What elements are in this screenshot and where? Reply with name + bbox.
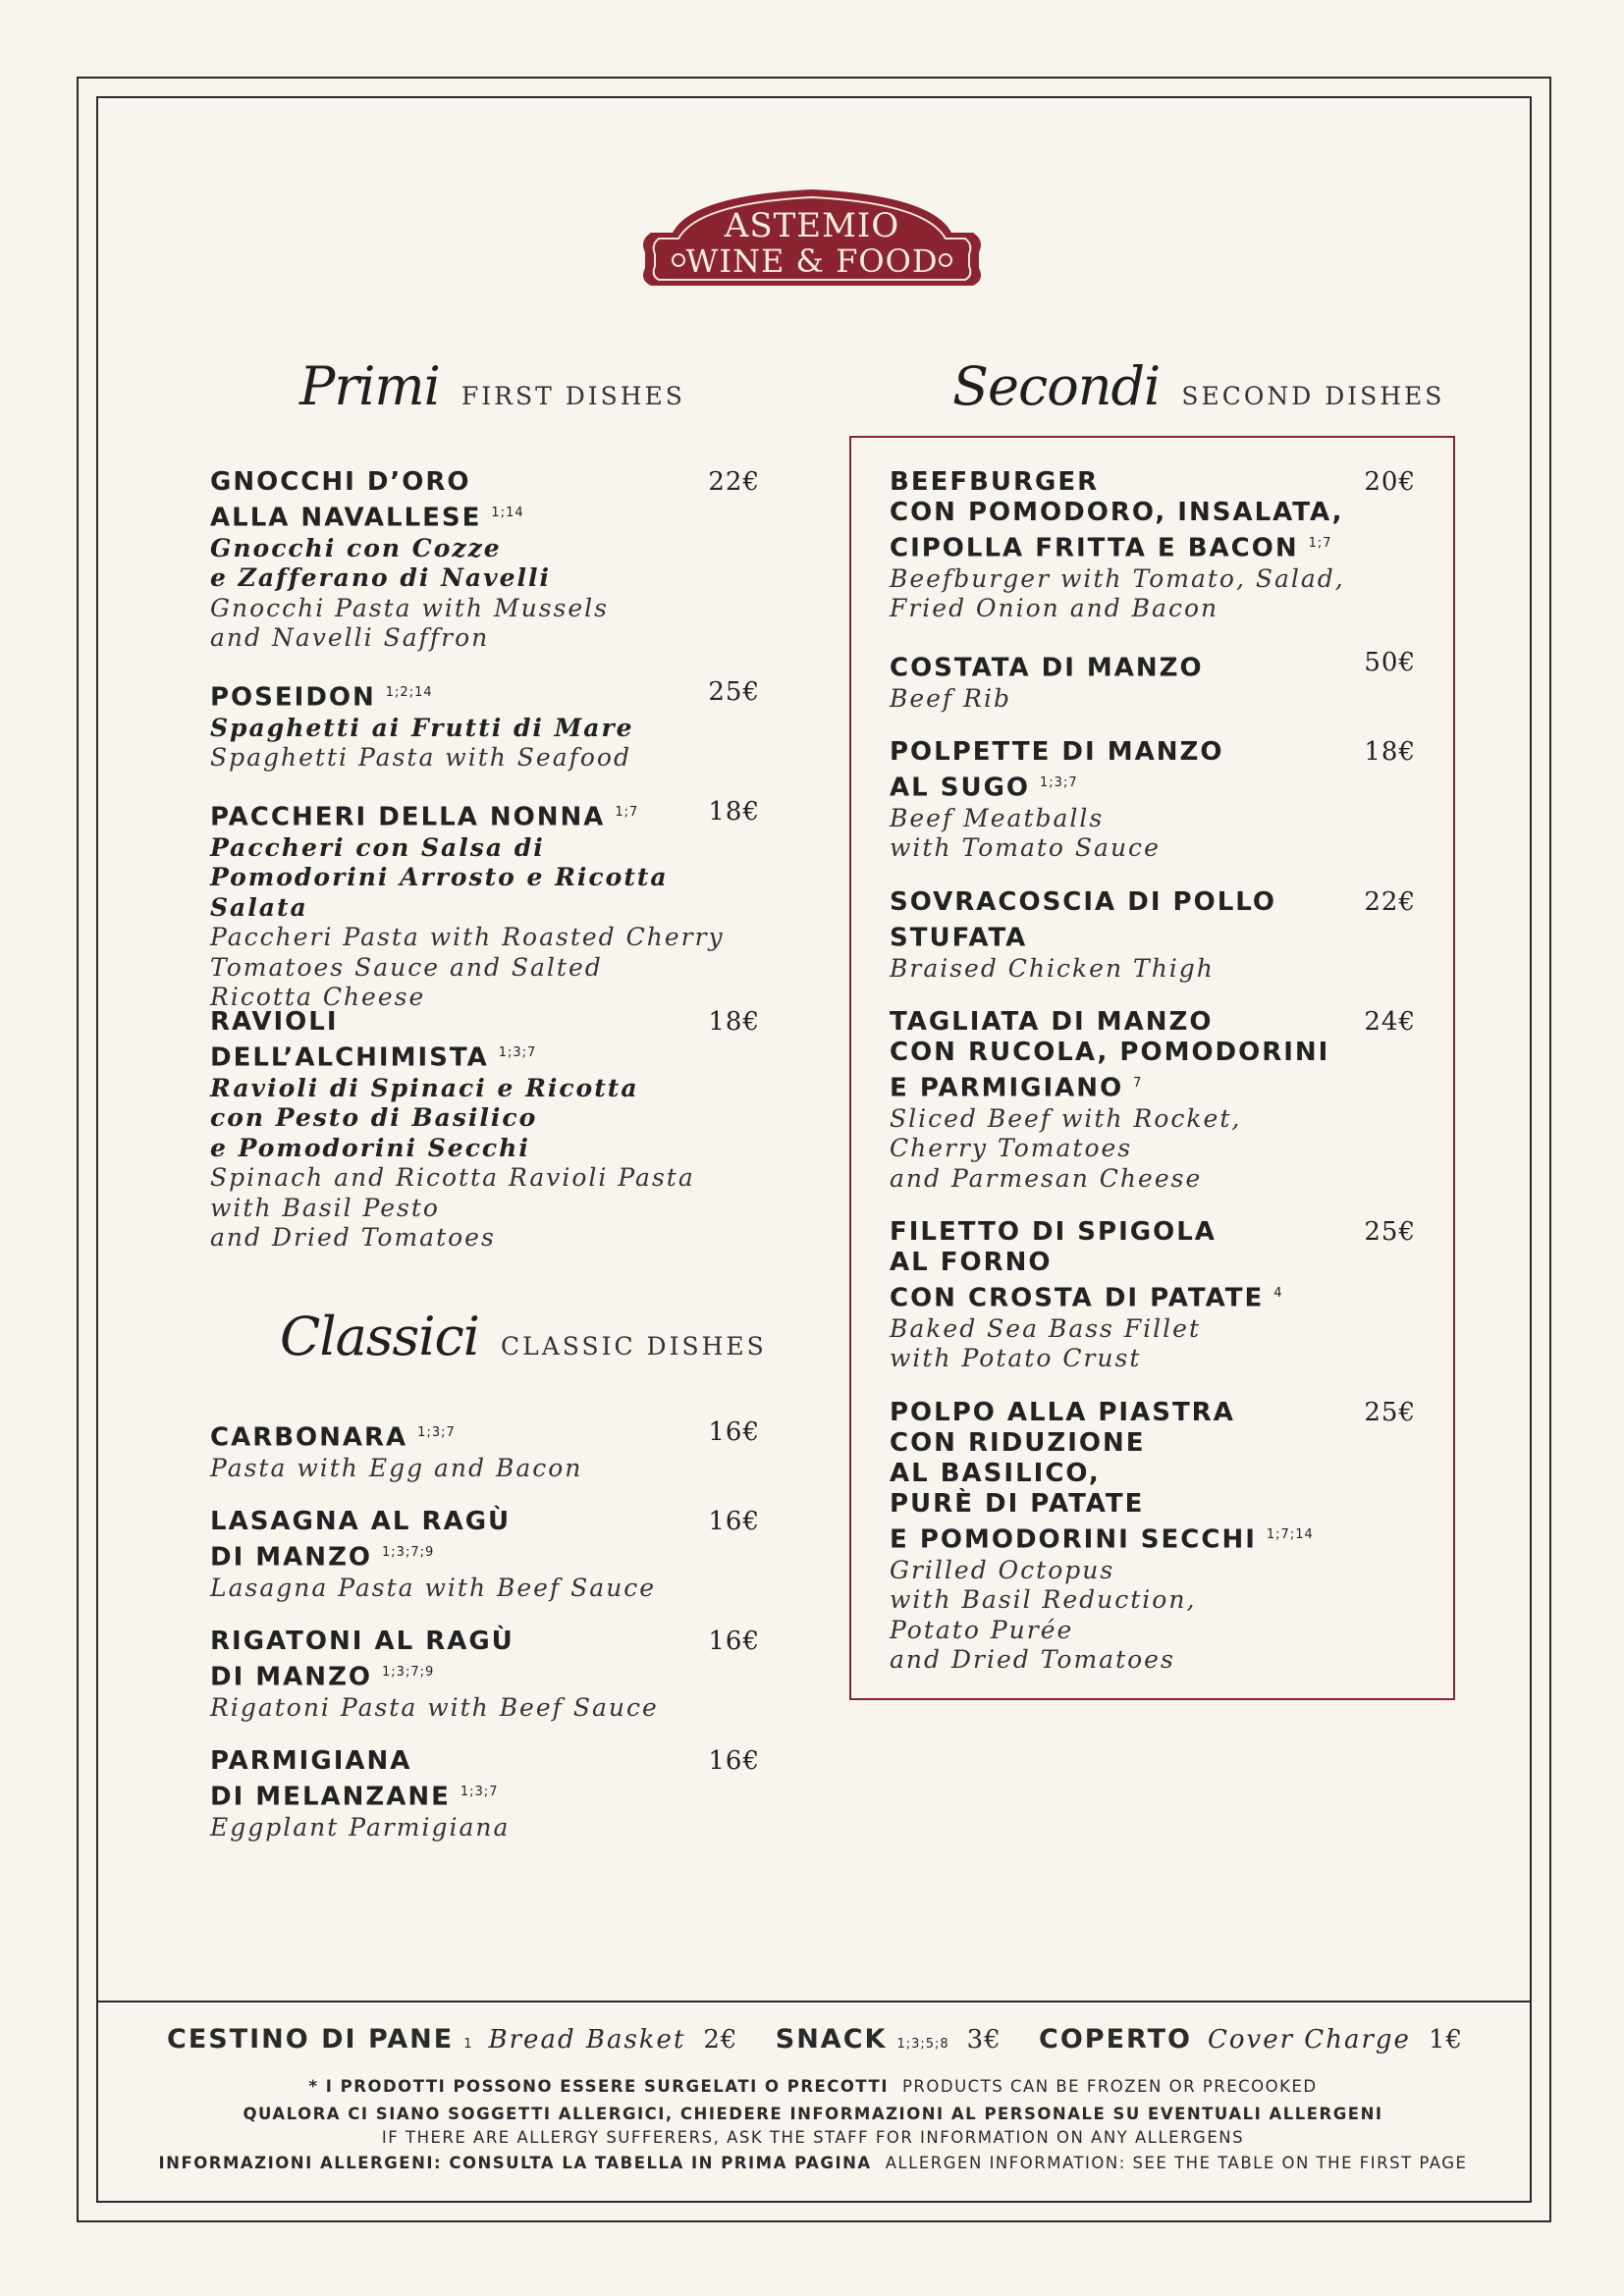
snack-label: SNACK (775, 2024, 888, 2055)
item-allergens: 7 (1133, 1076, 1143, 1091)
logo-badge-icon (633, 182, 991, 292)
menu-item (890, 1398, 1416, 1676)
note-frozen: * I PRODOTTI POSSONO ESSERE SURGELATI O PRECOTTI PRODUCTS CAN BE FROZEN OR PRECOOKED (308, 2077, 1318, 2096)
item-allergens: 1;3;7;9 (382, 1545, 435, 1560)
item-name: GNOCCHI D’ORO ALLA NAVALLESE $^{1;14}$ (210, 467, 524, 533)
item-price: 18€ (708, 797, 760, 827)
item-name: PACCHERI DELLA NONNA $^{1;7}$ (210, 802, 639, 832)
secondi-title: Secondi (952, 355, 1161, 417)
menu-item (210, 467, 760, 654)
item-italian: Spaghetti ai Frutti di Mare (210, 713, 634, 742)
item-italian: Ravioli di Spinaci e Ricotta con Pesto di Basilico e Pomodorini Secchi (210, 1073, 639, 1162)
item-price: 18€ (1364, 737, 1416, 767)
item-price: 22€ (708, 467, 760, 497)
menu-item (210, 1007, 760, 1254)
classici-title: Classici (280, 1306, 479, 1367)
classici-heading (280, 1306, 767, 1367)
snack-allergens: 1;3;5;8 (896, 2037, 949, 2052)
item-english: Spaghetti Pasta with Seafood (210, 743, 631, 773)
item-name: FILETTO DI SPIGOLA AL FORNO CON CROSTA DI PATATE $^4$ (890, 1217, 1283, 1313)
note-allergen-table: INFORMAZIONI ALLERGENI: CONSULTA LA TABELLA IN PRIMA PAGINA ALLERGEN INFORMATION: SEE THE TABLE ON THE FIRST PAGE (158, 2154, 1468, 2172)
item-english: Braised Chicken Thigh (890, 953, 1215, 983)
item-allergens: 1;7 (615, 805, 639, 820)
item-name: CARBONARA $^{1;3;7}$ (210, 1422, 456, 1453)
menu-item (210, 797, 760, 1013)
item-price: 16€ (708, 1507, 760, 1536)
menu-item (210, 1507, 760, 1603)
bread-allergens: 1 (463, 2037, 473, 2052)
item-english: Rigatoni Pasta with Beef Sauce (210, 1692, 659, 1722)
item-price: 18€ (708, 1007, 760, 1037)
item-name: LASAGNA AL RAGÙ DI MANZO $^{1;3;7;9}$ (210, 1507, 512, 1573)
item-english: Lasagna Pasta with Beef Sauce (210, 1573, 657, 1602)
coperto-price: 1€ (1428, 2025, 1463, 2055)
menu-item (210, 1627, 760, 1723)
item-english: Pasta with Egg and Bacon (210, 1453, 583, 1482)
item-english: Spinach and Ricotta Ravioli Pasta with Basil Pesto and Dried Tomatoes (210, 1163, 695, 1253)
item-price: 22€ (1364, 887, 1416, 917)
note-allergy-en: IF THERE ARE ALLERGY SUFFERERS, ASK THE STAFF FOR INFORMATION ON ANY ALLERGENS (381, 2128, 1245, 2147)
logo-line2: WINE & FOOD (685, 242, 939, 280)
note-allergy-it: QUALORA CI SIANO SOGGETTI ALLERGICI, CHIEDERE INFORMAZIONI AL PERSONALE SU EVENTUALI ALLERGENI (243, 2105, 1383, 2123)
item-name: SOVRACOSCIA DI POLLO STUFATA (890, 887, 1277, 953)
footer-extras (167, 2024, 1463, 2055)
primi-title: Primi (299, 355, 440, 417)
primi-heading (299, 355, 685, 417)
bread-english: Bread Basket (488, 2025, 686, 2055)
menu-item (890, 1007, 1416, 1194)
coperto-label: COPERTO (1039, 2024, 1192, 2055)
item-price: 50€ (1364, 648, 1416, 677)
item-italian: Paccheri con Salsa di Pomodorini Arrosto e Ricotta Salata (210, 832, 669, 922)
item-allergens: 1;14 (491, 506, 524, 520)
item-price: 16€ (708, 1417, 760, 1447)
item-allergens: 1;3;7;9 (382, 1665, 435, 1680)
coperto-english: Cover Charge (1207, 2025, 1411, 2055)
item-price: 25€ (1364, 1398, 1416, 1427)
menu-item (210, 1417, 760, 1483)
secondi-subtitle: SECOND DISHES (1181, 382, 1445, 410)
primi-subtitle: FIRST DISHES (460, 382, 685, 410)
item-allergens: 1;3;7 (1040, 775, 1078, 790)
item-name: RIGATONI AL RAGÙ DI MANZO $^{1;3;7;9}$ (210, 1627, 514, 1692)
menu-item (890, 887, 1416, 984)
menu-item (890, 737, 1416, 864)
item-allergens: 1;3;7 (417, 1425, 456, 1440)
item-name: BEEFBURGER CON POMODORO, INSALATA, CIPOLLA FRITTA E BACON $^{1;7}$ (890, 467, 1344, 563)
item-price: 25€ (708, 677, 760, 707)
item-allergens: 1;3;7 (498, 1045, 537, 1060)
item-english: Sliced Beef with Rocket, Cherry Tomatoes and Parmesan Cheese (890, 1103, 1242, 1193)
menu-item (890, 1217, 1416, 1374)
secondi-heading (952, 355, 1444, 417)
item-english: Beef Rib (890, 683, 1011, 713)
item-name: POLPETTE DI MANZO AL SUGO $^{1;3;7}$ (890, 737, 1224, 803)
item-allergens: 4 (1273, 1286, 1283, 1301)
item-name: TAGLIATA DI MANZO CON RUCOLA, POMODORINI E PARMIGIANO $^7$ (890, 1007, 1330, 1103)
menu-item (890, 467, 1416, 624)
item-allergens: 1;2;14 (385, 685, 433, 700)
menu-item (890, 648, 1416, 714)
logo-line1: ASTEMIO (724, 206, 900, 245)
item-english: Beef Meatballs with Tomato Sauce (890, 803, 1161, 863)
item-name: COSTATA DI MANZO (890, 653, 1204, 683)
astemio-logo (633, 182, 991, 292)
item-english: Beefburger with Tomato, Salad, Fried Onion and Bacon (890, 563, 1345, 623)
item-english: Grilled Octopus with Basil Reduction, Potato Purée and Dried Tomatoes (890, 1555, 1197, 1675)
item-price: 20€ (1364, 467, 1416, 497)
item-english: Eggplant Parmigiana (210, 1812, 511, 1842)
bread-price: 2€ (703, 2025, 738, 2055)
item-name: RAVIOLI DELL’ALCHIMISTA $^{1;3;7}$ (210, 1007, 537, 1073)
item-allergens: 1;7;14 (1266, 1527, 1314, 1542)
footer-divider (96, 2001, 1530, 2002)
item-allergens: 1;3;7 (460, 1785, 499, 1799)
item-name: PARMIGIANA DI MELANZANE $^{1;3;7}$ (210, 1746, 499, 1812)
item-english: Baked Sea Bass Fillet with Potato Crust (890, 1313, 1201, 1373)
menu-item (210, 1746, 760, 1842)
item-price: 24€ (1364, 1007, 1416, 1037)
item-name: POSEIDON $^{1;2;14}$ (210, 682, 433, 713)
item-allergens: 1;7 (1308, 536, 1332, 551)
item-english: Paccheri Pasta with Roasted Cherry Tomatoes Sauce and Salted Ricotta Cheese (210, 923, 725, 1012)
classici-subtitle: CLASSIC DISHES (501, 1332, 767, 1361)
item-english: Gnocchi Pasta with Mussels and Navelli Saffron (210, 593, 609, 653)
item-price: 16€ (708, 1746, 760, 1776)
menu-item (210, 677, 760, 774)
item-name: POLPO ALLA PIASTRA CON RIDUZIONE AL BASILICO, PURÈ DI PATATE E POMODORINI SECCHI $^{1;7;14}$ (890, 1398, 1314, 1555)
item-italian: Gnocchi con Cozze e Zafferano di Navelli (210, 533, 552, 593)
bread-label: CESTINO DI PANE (167, 2024, 455, 2055)
item-price: 16€ (708, 1627, 760, 1656)
item-price: 25€ (1364, 1217, 1416, 1247)
snack-price: 3€ (966, 2025, 1001, 2055)
